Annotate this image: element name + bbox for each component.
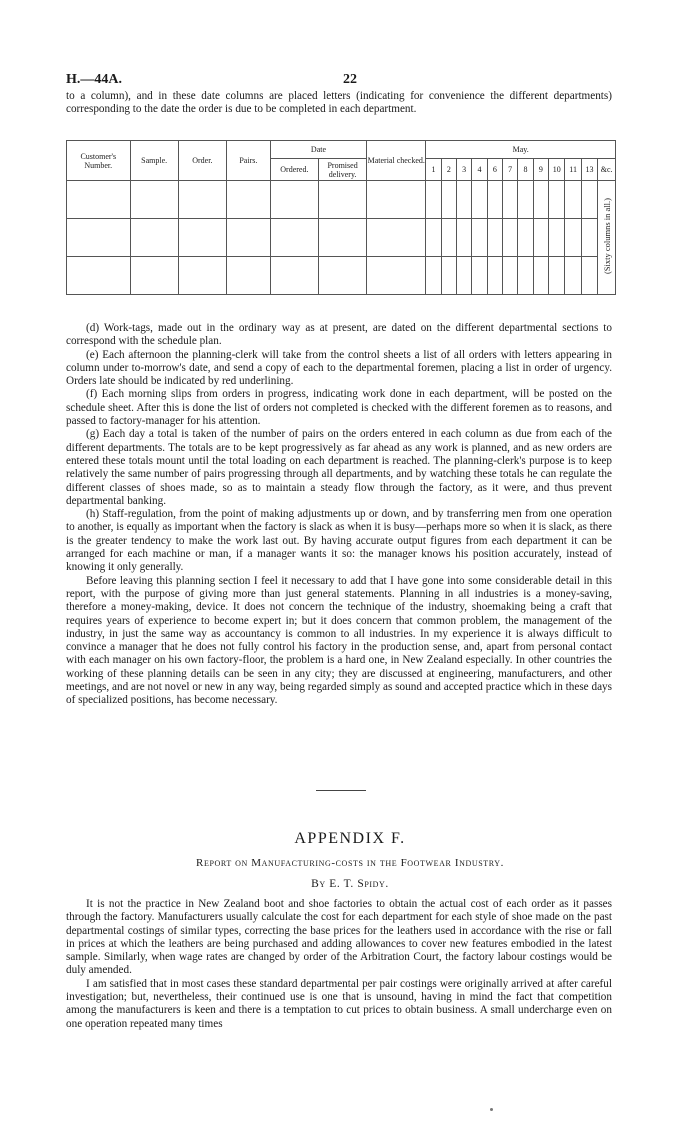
appendix-title: APPENDIX F. [294,830,406,847]
col-month: May. [426,141,616,159]
paragraph-conclusion: Before leaving this planning section I feel it necessary to add that I have gone into some considerable detail in this report, with the purpose of giving more than just general statements. Planning in all industries is a money-saving, therefore a money-making, device. It does not concern the technique of the industry, shoemaking being a craft that requires years of experience to become expert in; but it does concern that common problem, the management of the industry, in just the same way as accountancy is common to all industries. In my experience it is always difficult to convince a manager that he does not fully control his factory in the production sense, and, apart from personal contact with each manager on his own factory-floor, the problem is a hard one, in New Zealand especially. In other countries the working of these planning details can be seen in any city; they are discussed at engineering, manufacturers, and other meetings, and are not novel or new in any way, being regarded simply as sound and accepted practice which in these days of specialized positions, has become necessary. [66,574,612,707]
paragraph-h: (h) Staff-regulation, from the point of making adjustments up or down, and by transferring men from one operation to another, is equally as important when the factory is slack as when it is busy—perhaps more so when it is slack, as there is the greater tendency to make the work last out. By having accurate output figures from each department it can be arranged for each machine or man, if a manager wants it so: the manager knows his position accurately, instead of knowing it only generally. [66,508,612,574]
intro-paragraph: to a column), and in these date columns are placed letters (indicating for convenience the different departments) corresponding to the date the order is due to be completed in each department. [66,90,612,116]
col-ordered: Ordered. [270,159,318,181]
day-number: 13 [581,159,597,181]
day-number: 11 [565,159,581,181]
page-number: 22 [343,72,357,87]
paragraph-e: (e) Each afternoon the planning-clerk will take from the control sheets a list of all orders with letters appearing in column under to-morrow's date, and send a copy of each to the departmental foremen, placing a list in order of urgency. Orders late should be indicated by red underlining. [66,348,612,388]
appendix-byline: By E. T. Spidy. [311,878,389,890]
columns-note: (Sixty columns in all.) [601,198,612,275]
schedule-table [66,140,616,295]
col-order: Order. [178,141,226,181]
col-promised-delivery: Promised delivery. [318,159,366,181]
day-number: 7 [503,159,518,181]
day-number: 1 [426,159,441,181]
appendix-paragraph: It is not the practice in New Zealand boot and shoe factories to obtain the actual cost of each order as it passes through the factory. Manufacturers usually calculate the cost for each department for each style of shoe made on the past departmental costings of similar types, correcting the base prices for the leathers used in accordance with the rise or fall in prices at which the leathers are being purchased and adding allowances to cover new features embodied in the latest sample. Similarly, when wage rates are changed by order of the Arbitration Court, the factory labour costings would be duly amended. [66,898,612,977]
paragraph-f: (f) Each morning slips from orders in progress, indicating work done in each department, will be posted on the schedule sheet. After this is done the list of orders not completed is checked with the different foremen as to reasons, and passed to factory-manager for his attention. [66,388,612,428]
col-material-checked: Material checked. [367,141,426,181]
paragraph-g: (g) Each day a total is taken of the number of pairs on the orders entered in each column as due from each of the different departments. The totals are to be kept progressively as far ahead as any work is planned, and as new orders are entered these totals mount until the total loading on each department is reached. The planning-clerk's purpose is to keep relatively the same number of pairs progressing through all departments, and by watching these totals he can regulate the different classes of shoes made, so as to maintain a steady flow through the factory, as it were, and thus prevent departmental banking. [66,428,612,507]
day-number: &c. [598,159,616,181]
day-number: 4 [472,159,487,181]
col-customer-number: Customer's Number. [67,141,131,181]
table-row [67,219,616,257]
day-number: 2 [441,159,456,181]
table-row [67,257,616,295]
appendix-subtitle: Report on Manufacturing-costs in the Footwear Industry. [196,857,504,869]
table-row [67,181,616,219]
body-text [66,322,612,708]
section-divider [316,790,366,791]
day-number: 6 [487,159,502,181]
document-reference: H.—44A. [66,72,122,87]
col-sample: Sample. [130,141,178,181]
day-number: 8 [518,159,533,181]
paragraph-d: (d) Work-tags, made out in the ordinary way as at present, are dated on the different departmental sections to correspond with the schedule plan. [66,322,612,348]
page-speck [490,1108,493,1111]
day-number: 9 [533,159,548,181]
day-number: 3 [457,159,472,181]
col-date: Date [270,141,366,159]
col-pairs: Pairs. [226,141,270,181]
appendix-paragraph: I am satisfied that in most cases these standard departmental per pair costings were originally arrived at after careful investigation; but, nevertheless, their continued use is one that is unsound, having in mind the fact that competition among the manufacturers is keen and there is a temptation to cut prices to obtain business. A small undercharge even on one operation repeated many times [66,977,612,1030]
appendix-body [66,898,612,1031]
day-number: 10 [548,159,564,181]
